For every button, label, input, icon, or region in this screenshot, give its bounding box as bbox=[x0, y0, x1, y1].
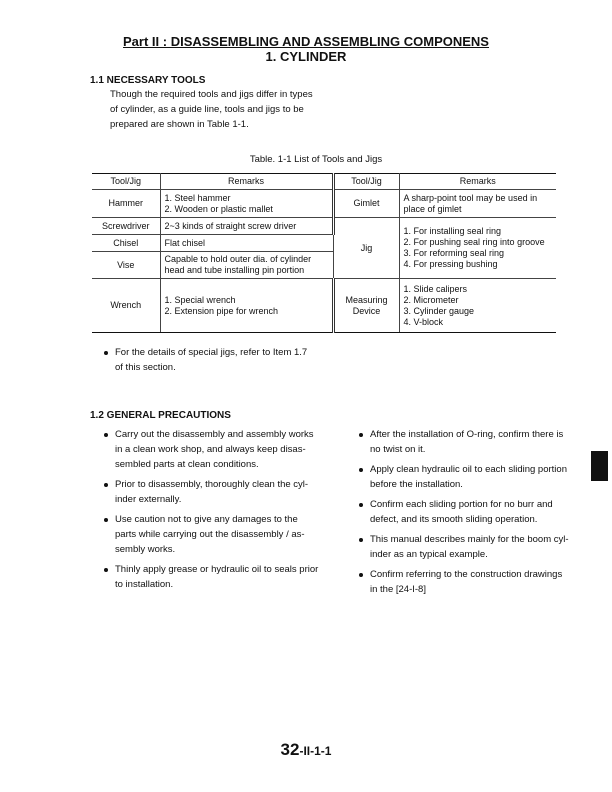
col-header: Tool/Jig bbox=[333, 174, 399, 190]
precaution-item: Prior to disassembly, thoroughly clean the cyl- inder externally. bbox=[103, 477, 343, 507]
section-heading: 1.1 NECESSARY TOOLS bbox=[90, 75, 206, 86]
col-header: Remarks bbox=[399, 174, 556, 190]
remarks-cell: 2~3 kinds of straight screw driver bbox=[160, 218, 333, 235]
table-caption: Table. 1-1 List of Tools and Jigs bbox=[249, 154, 383, 165]
reference-paragraph: Confirm referring to the construction drawings in the [24-I-8] bbox=[358, 567, 598, 597]
precautions-left bbox=[103, 427, 343, 597]
col-header: Remarks bbox=[160, 174, 333, 190]
precaution-item: Apply clean hydraulic oil to each sliding portion before the installation. bbox=[358, 462, 598, 492]
remarks-cell: 1. Special wrench 2. Extension pipe for wrench bbox=[160, 279, 333, 333]
intro-paragraph bbox=[110, 87, 313, 132]
tool-cell: Screwdriver bbox=[92, 218, 160, 235]
tool-cell: Jig bbox=[333, 218, 399, 279]
precaution-item: Carry out the disassembly and assembly works in a clean work shop, and always keep disas- sembled parts at clean conditions. bbox=[103, 427, 343, 472]
chapter-title: 1. CYLINDER bbox=[265, 49, 347, 64]
section-tab-marker bbox=[591, 451, 608, 481]
precaution-item: Confirm each sliding portion for no burr and defect, and its smooth sliding operation. bbox=[358, 497, 598, 527]
line: of cylinder, as a guide line, tools and jigs to be bbox=[110, 104, 304, 115]
tool-cell: Gimlet bbox=[333, 190, 399, 218]
remarks-cell: A sharp-point tool may be used in place of gimlet bbox=[399, 190, 556, 218]
remarks-cell: 1. Steel hammer 2. Wooden or plastic mallet bbox=[160, 190, 333, 218]
tools-table bbox=[92, 173, 556, 333]
note-item: For the details of special jigs, refer to Item 1.7 of this section. bbox=[103, 345, 343, 375]
precautions-right bbox=[358, 427, 598, 602]
remarks-cell: 1. For installing seal ring 2. For pushing seal ring into groove 3. For reforming seal ring 4. For pressing bushing bbox=[399, 218, 556, 279]
note-list bbox=[103, 345, 343, 380]
part-title: Part II : DISASSEMBLING AND ASSEMBLING COMPONENS bbox=[123, 34, 489, 49]
tool-cell: Chisel bbox=[92, 235, 160, 252]
tool-cell: Wrench bbox=[92, 279, 160, 333]
section-heading: 1.2 GENERAL PRECAUTIONS bbox=[90, 410, 231, 421]
tool-cell: Measuring Device bbox=[333, 279, 399, 333]
tool-cell: Hammer bbox=[92, 190, 160, 218]
page-number: 32-II-1-1 bbox=[280, 740, 332, 759]
remarks-cell: Capable to hold outer dia. of cylinder head and tube installing pin portion bbox=[160, 252, 333, 279]
precaution-item: This manual describes mainly for the boom cyl- inder as an typical example. bbox=[358, 532, 598, 562]
precaution-item: Use caution not to give any damages to the parts while carrying out the disassembly / as- sembly works. bbox=[103, 512, 343, 557]
remarks-cell: 1. Slide calipers 2. Micrometer 3. Cylinder gauge 4. V-block bbox=[399, 279, 556, 333]
remarks-cell: Flat chisel bbox=[160, 235, 333, 252]
line: prepared are shown in Table 1-1. bbox=[110, 119, 249, 130]
line: Though the required tools and jigs differ in types bbox=[110, 89, 313, 100]
col-header: Tool/Jig bbox=[92, 174, 160, 190]
tool-cell: Vise bbox=[92, 252, 160, 279]
precaution-item: After the installation of O-ring, confirm there is no twist on it. bbox=[358, 427, 598, 457]
precaution-item: Thinly apply grease or hydraulic oil to seals prior to installation. bbox=[103, 562, 343, 592]
